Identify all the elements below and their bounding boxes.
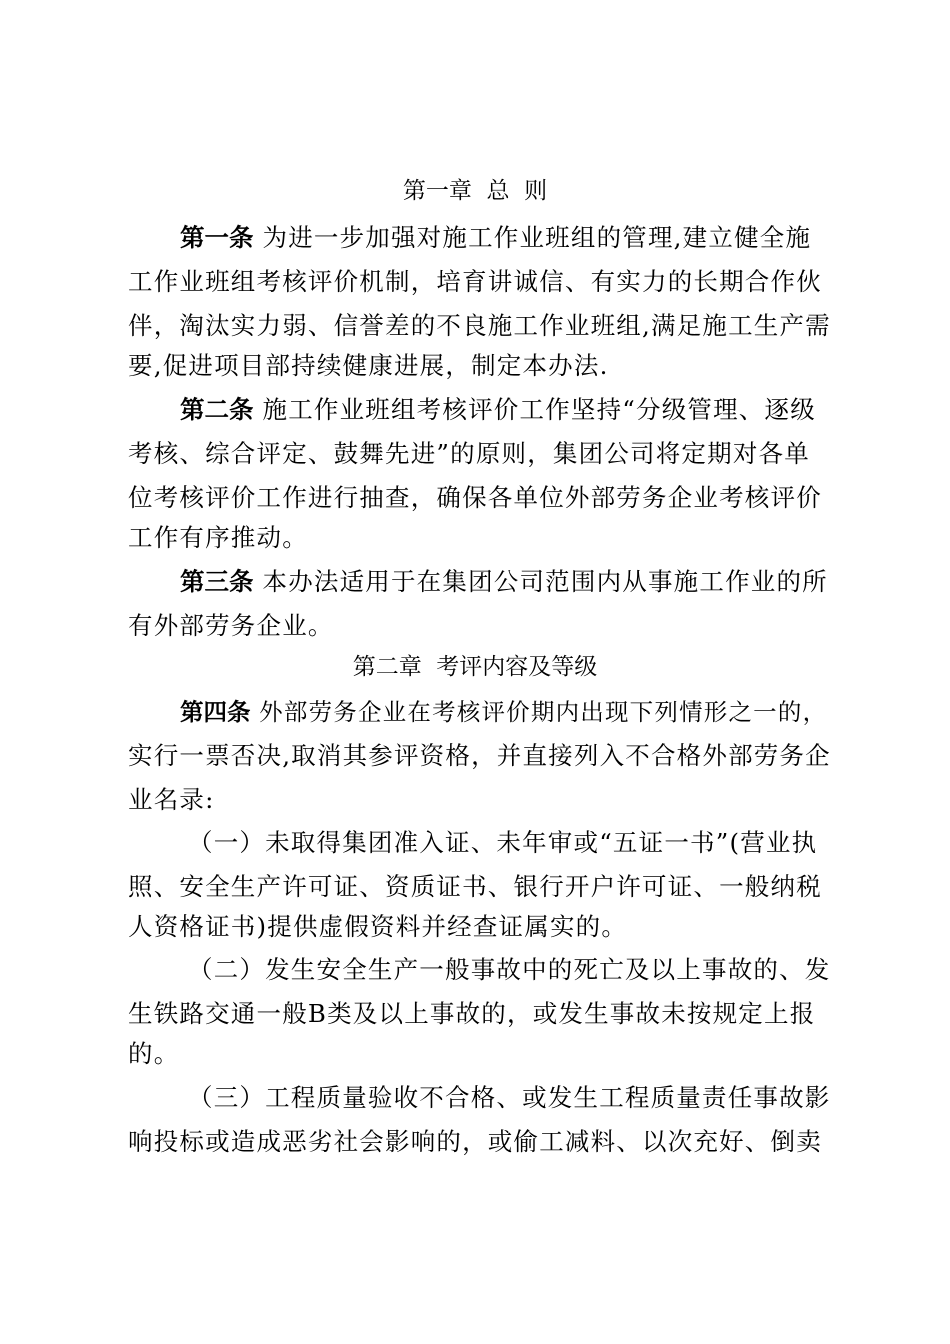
article-4-text-1: 外部劳务企业在考核评价期内出现下列情形之一的，: [250, 698, 828, 726]
article-3-text-2: 有外部劳务企业。: [128, 611, 334, 640]
article-2-label: 第二条: [180, 395, 254, 424]
article-2-text-3: 位考核评价工作进行抽查，确保各单位外部劳务企业考核评价: [128, 483, 822, 512]
item-2-text-3: 的。: [128, 1039, 180, 1068]
article-1-text-4: 要,促进项目部持续健康进展，制定本办法.: [128, 351, 609, 380]
article-1-text-3: 伴，淘汰实力弱、信誉差的不良施工作业班组,满足施工生产需: [128, 311, 831, 340]
article-1-text-2: 工作业班组考核评价机制，培育讲诚信、有实力的长期合作伙: [128, 267, 822, 296]
article-4-text-2: 实行一票否决,取消其参评资格，并直接列入不合格外部劳务企: [128, 741, 831, 770]
article-2-text-2: 考核、综合评定、鼓舞先进”的原则，集团公司将定期对各单: [128, 439, 810, 468]
chapter-1-title: 第一章 总 则: [402, 178, 548, 204]
article-2-first-line: [180, 393, 816, 427]
article-4-text-3: 业名录:: [128, 785, 215, 814]
article-3-first-line: [180, 565, 828, 599]
article-1-first-line: [180, 221, 811, 255]
article-3-label: 第三条: [180, 567, 254, 596]
article-3-text-1: 本办法适用于在集团公司范围内从事施工作业的所: [253, 567, 828, 596]
item-1-text-1: （一）未取得集团准入证、未年审或“五证一书”(营业执: [188, 828, 818, 857]
item-2-text-2: 生铁路交通一般B类及以上事故的，或发生事故未按规定上报: [128, 999, 816, 1028]
item-1-text-3: 人资格证书)提供虚假资料并经查证属实的。: [128, 912, 628, 941]
article-1-text-1: 为进一步加强对施工作业班组的管理,建立健全施: [253, 223, 812, 252]
article-4-label: 第四条: [180, 698, 251, 726]
chapter-2-title: 第二章 考评内容及等级: [352, 654, 598, 680]
article-1-label: 第一条: [180, 223, 254, 252]
article-4-first-line: [180, 695, 827, 729]
item-3-text-1: （三）工程质量验收不合格、或发生工程质量责任事故影: [188, 1083, 831, 1112]
article-2-text-4: 工作有序推动。: [128, 523, 308, 552]
article-2-text-1: 施工作业班组考核评价工作坚持“分级管理、逐级: [253, 395, 816, 424]
item-3-text-2: 响投标或造成恶劣社会影响的，或偷工减料、以次充好、倒卖: [128, 1127, 822, 1156]
item-1-text-2: 照、安全生产许可证、资质证书、银行开户许可证、一般纳税: [128, 872, 822, 901]
item-2-text-1: （二）发生安全生产一般事故中的死亡及以上事故的、发: [188, 955, 831, 984]
